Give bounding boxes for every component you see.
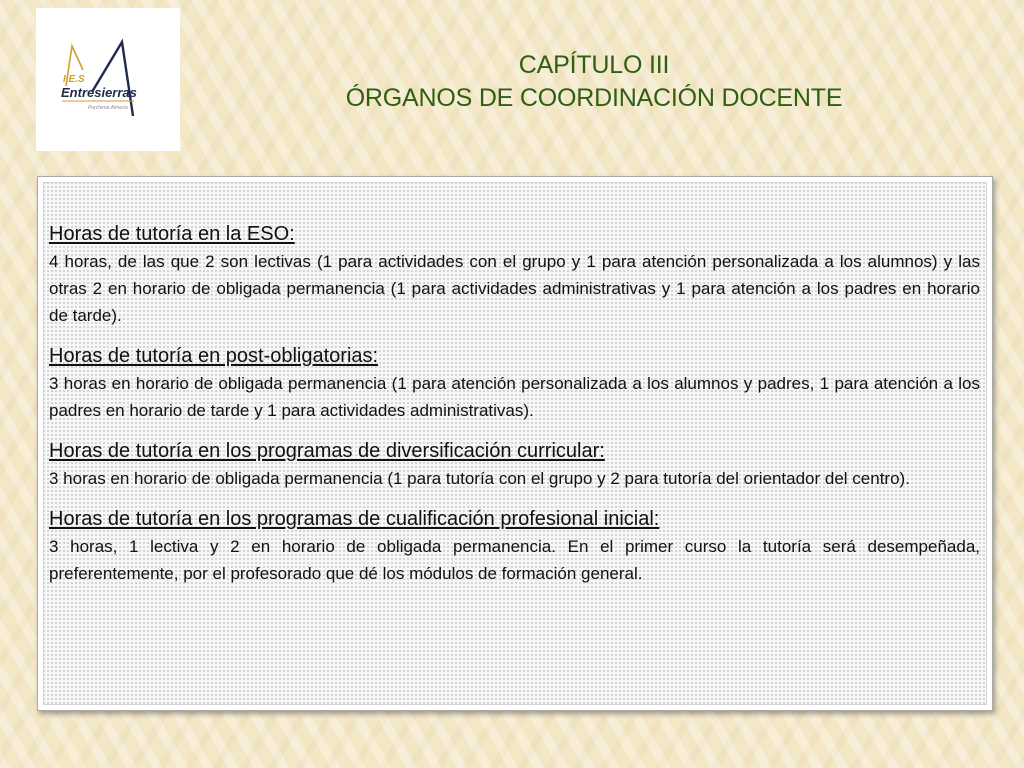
logo-graphic xyxy=(36,8,180,151)
logo-subtitle: Purchena Almería xyxy=(88,105,128,111)
school-logo xyxy=(36,8,180,151)
chapter-subheading: ÓRGANOS DE COORDINACIÓN DOCENTE xyxy=(345,84,843,112)
section-post-obligatorias xyxy=(49,343,980,424)
logo-prefix: I.E.S xyxy=(63,74,85,85)
section-heading: Horas de tutoría en los programas de cualificación profesional inicial: xyxy=(49,508,660,530)
section-cualificacion xyxy=(49,506,980,587)
chapter-heading: CAPÍTULO III xyxy=(518,51,670,79)
section-eso xyxy=(49,221,980,329)
section-body: 3 horas, 1 lectiva y 2 en horario de obligada permanencia. En el primer curso la tutoría será desempeñada, preferentemente, por el profesorado que dé los módulos de formación general. xyxy=(49,537,980,583)
section-heading: Horas de tutoría en la ESO: xyxy=(49,223,295,245)
content-panel xyxy=(37,176,993,711)
section-body: 3 horas en horario de obligada permanencia (1 para tutoría con el grupo y 2 para tutoría del orientador del centro). xyxy=(49,469,910,488)
slide-title xyxy=(200,49,988,115)
section-heading: Horas de tutoría en los programas de diversificación curricular: xyxy=(49,440,605,462)
section-body: 4 horas, de las que 2 son lectivas (1 para actividades con el grupo y 1 para atención personalizada a los alumnos) y las otras 2 en horario de obligada permanencia (1 para actividades administrativas y 1 para atención a los padres en horario de tarde). xyxy=(49,252,980,325)
section-diversificacion xyxy=(49,438,980,492)
section-heading: Horas de tutoría en post-obligatorias: xyxy=(49,345,379,367)
section-body: 3 horas en horario de obligada permanencia (1 para atención personalizada a los alumnos y padres, 1 para atención a los padres en horario de tarde y 1 para actividades administrativas). xyxy=(49,374,980,420)
logo-wordmark: Entresierras xyxy=(61,85,137,100)
